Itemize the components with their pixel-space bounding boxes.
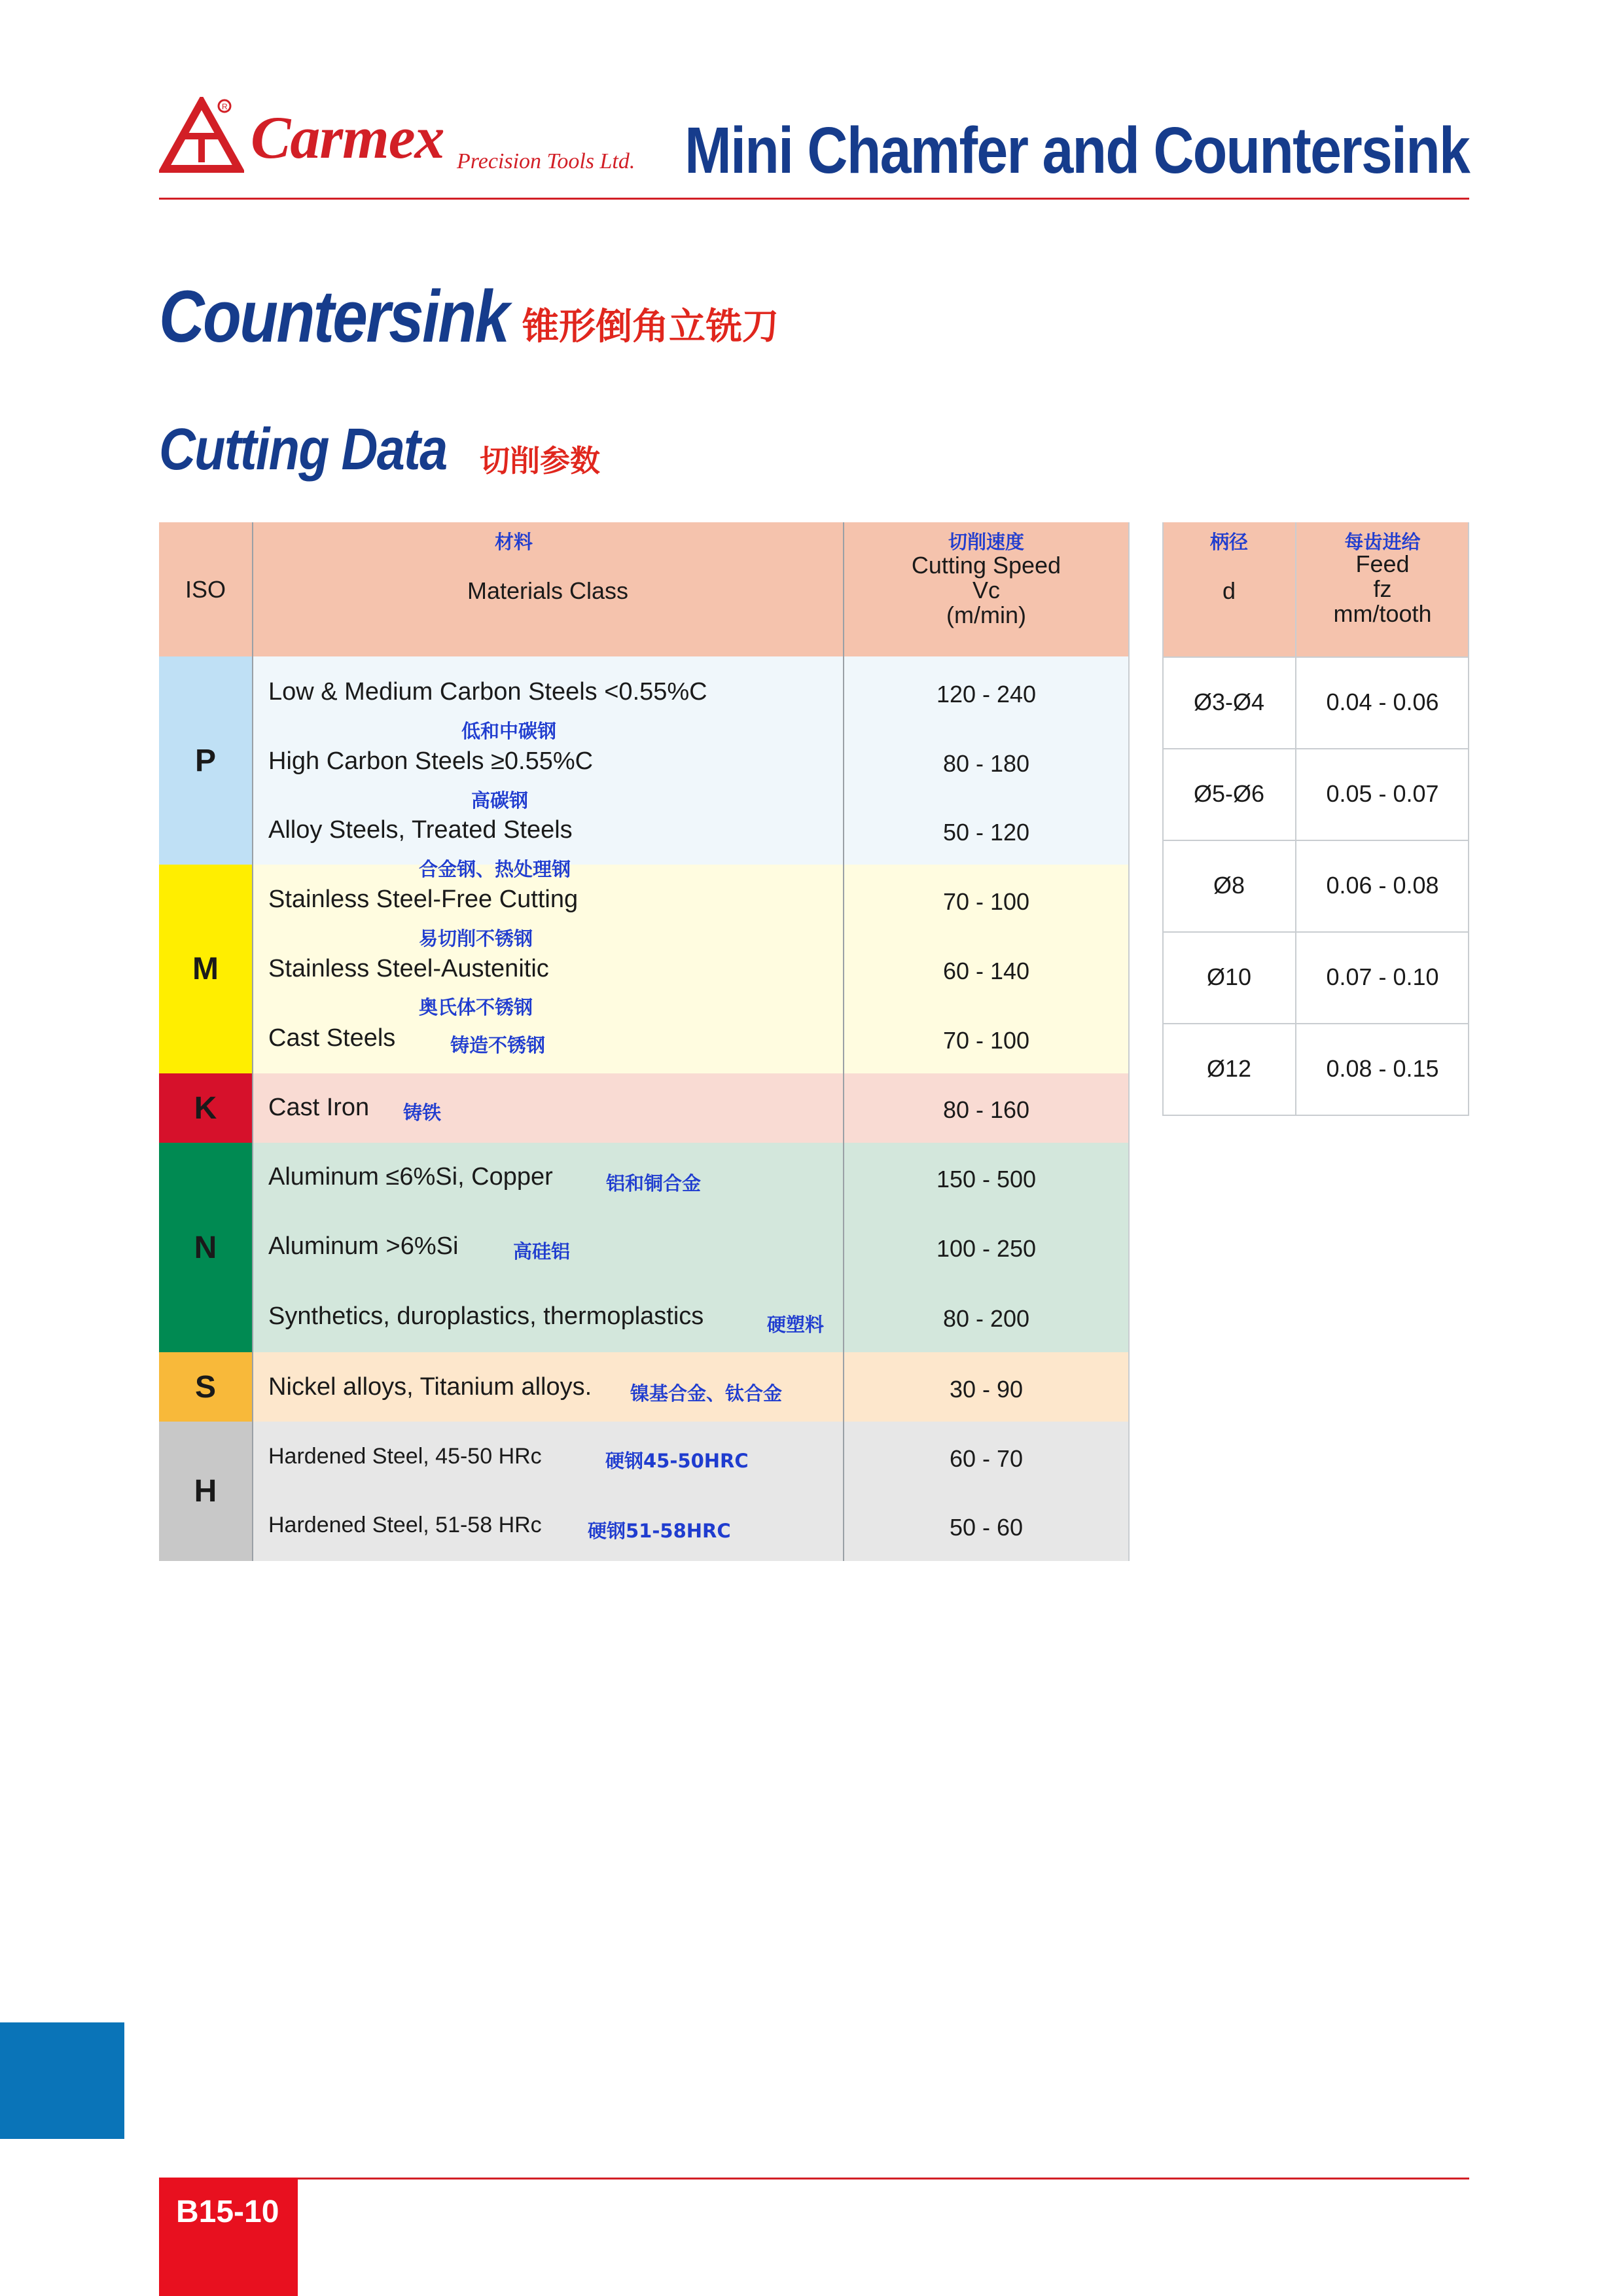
material-row-7-cn: 铸铁 xyxy=(403,1102,442,1124)
feed-row-1-d: Ø3-Ø4 xyxy=(1193,689,1265,715)
header-speed-unit: (m/min) xyxy=(946,601,1026,628)
header-feed-symbol: fz xyxy=(1373,575,1392,602)
brand-name: Carmex xyxy=(251,104,444,171)
material-row-1-cn: 低和中碳钢 xyxy=(461,720,557,742)
iso-group-n xyxy=(159,1143,252,1352)
carmex-logo xyxy=(159,97,643,175)
page-title: Mini Chamfer and Countersink xyxy=(685,114,1469,187)
header-diameter-label: d xyxy=(1222,577,1236,604)
speed-row-1: 120 - 240 xyxy=(936,681,1037,708)
page-number: B15-10 xyxy=(159,2178,298,2296)
header-speed xyxy=(844,522,1129,656)
iso-letter-m: M xyxy=(192,952,219,986)
speed-row-9: 100 - 250 xyxy=(936,1235,1037,1262)
header-feed-unit: mm/tooth xyxy=(1333,600,1432,627)
speed-row-13: 50 - 60 xyxy=(949,1514,1024,1541)
feed-row-2-fz: 0.05 - 0.07 xyxy=(1326,780,1439,807)
header-diameter-cn: 柄径 xyxy=(1209,531,1248,553)
material-row-2: High Carbon Steels ≥0.55%C xyxy=(268,747,594,775)
material-row-8: Aluminum ≤6%Si, Copper xyxy=(268,1163,553,1191)
material-row-13: Hardened Steel, 51-58 HRc xyxy=(268,1513,542,1537)
header-iso-label: ISO xyxy=(185,575,226,603)
material-row-2-cn: 高碳钢 xyxy=(471,789,529,812)
header-materials-label: Materials Class xyxy=(467,577,629,604)
iso-letter-p: P xyxy=(194,743,216,778)
material-row-4: Stainless Steel-Free Cutting xyxy=(268,886,579,913)
material-row-5: Stainless Steel-Austenitic xyxy=(268,955,549,982)
material-row-9-cn: 高硅铝 xyxy=(513,1240,571,1263)
header-speed-cn: 切削速度 xyxy=(948,531,1024,553)
material-row-13-cn: 硬钢51-58HRC xyxy=(588,1520,731,1542)
speed-row-5: 60 - 140 xyxy=(942,958,1030,984)
header-speed-label: Cutting Speed xyxy=(911,552,1061,579)
header-feed-label: Feed xyxy=(1355,550,1410,577)
material-row-1: Low & Medium Carbon Steels <0.55%C xyxy=(268,678,707,706)
header-speed-symbol: Vc xyxy=(972,577,1000,603)
speed-row-12: 60 - 70 xyxy=(949,1445,1024,1472)
material-row-11: Nickel alloys, Titanium alloys. xyxy=(268,1373,592,1401)
speed-row-3: 50 - 120 xyxy=(942,819,1030,846)
material-row-5-cn: 奥氏体不锈钢 xyxy=(419,996,533,1018)
subsection-title-cn: 切削参数 xyxy=(480,443,600,478)
footer-rule xyxy=(159,2178,1469,2179)
iso-letter-s: S xyxy=(194,1369,216,1405)
section-tab xyxy=(0,2022,124,2139)
material-row-12: Hardened Steel, 45-50 HRc xyxy=(268,1444,542,1469)
header-feed-cn: 每齿进给 xyxy=(1344,531,1421,553)
feed-row-4-d: Ø10 xyxy=(1206,963,1252,990)
iso-group-h xyxy=(159,1422,252,1561)
header-rule xyxy=(159,198,1469,200)
speed-row-11: 30 - 90 xyxy=(949,1376,1024,1403)
subsection-title: Cutting Data xyxy=(159,417,447,482)
section-title-cn: 锥形倒角立铣刀 xyxy=(522,306,779,348)
material-row-10: Synthetics, duroplastics, thermoplastics xyxy=(268,1302,704,1330)
speed-row-6: 70 - 100 xyxy=(942,1027,1030,1054)
iso-letter-h: H xyxy=(194,1474,217,1509)
carmex-logo-icon xyxy=(159,97,244,175)
svg-text:R: R xyxy=(222,102,228,111)
header-iso xyxy=(159,522,252,656)
speed-row-2: 80 - 180 xyxy=(942,750,1030,777)
feed-row-5-d: Ø12 xyxy=(1206,1055,1252,1082)
feed-row-5-fz: 0.08 - 0.15 xyxy=(1326,1055,1439,1082)
feed-row-1-fz: 0.04 - 0.06 xyxy=(1326,689,1439,715)
material-row-12-cn: 硬钢45-50HRC xyxy=(605,1450,749,1472)
header-materials-cn: 材料 xyxy=(494,531,533,553)
material-row-9: Aluminum >6%Si xyxy=(268,1232,459,1260)
iso-group-s xyxy=(159,1352,252,1422)
material-row-10-cn: 硬塑料 xyxy=(767,1314,825,1336)
speed-row-8: 150 - 500 xyxy=(936,1166,1037,1193)
feed-row-3-fz: 0.06 - 0.08 xyxy=(1326,872,1439,899)
brand-subtitle: Precision Tools Ltd. xyxy=(457,149,635,173)
iso-group-m xyxy=(159,865,252,1073)
iso-letter-n: N xyxy=(194,1230,217,1265)
material-row-3: Alloy Steels, Treated Steels xyxy=(268,816,573,844)
feed-row-3-d: Ø8 xyxy=(1213,872,1245,899)
material-row-8-cn: 铝和铜合金 xyxy=(606,1172,702,1194)
feed-row-2-d: Ø5-Ø6 xyxy=(1193,780,1265,807)
speed-row-7: 80 - 160 xyxy=(942,1096,1030,1123)
material-row-3-cn: 合金钢、热处理钢 xyxy=(419,858,571,880)
iso-group-p xyxy=(159,656,252,865)
material-row-6: Cast Steels xyxy=(268,1024,396,1052)
header-materials xyxy=(252,522,844,656)
column-divider xyxy=(252,522,253,1561)
speed-row-4: 70 - 100 xyxy=(942,888,1030,915)
material-row-4-cn: 易切削不锈钢 xyxy=(419,927,533,950)
material-row-6-cn: 铸造不锈钢 xyxy=(450,1034,546,1056)
iso-group-k xyxy=(159,1073,252,1143)
feed-row-4-fz: 0.07 - 0.10 xyxy=(1326,963,1439,990)
iso-letter-k: K xyxy=(194,1090,217,1126)
material-row-7: Cast Iron xyxy=(268,1094,370,1121)
material-row-11-cn: 镍基合金、钛合金 xyxy=(630,1382,783,1405)
section-title: Countersink xyxy=(159,276,508,357)
speed-row-10: 80 - 200 xyxy=(942,1305,1030,1332)
